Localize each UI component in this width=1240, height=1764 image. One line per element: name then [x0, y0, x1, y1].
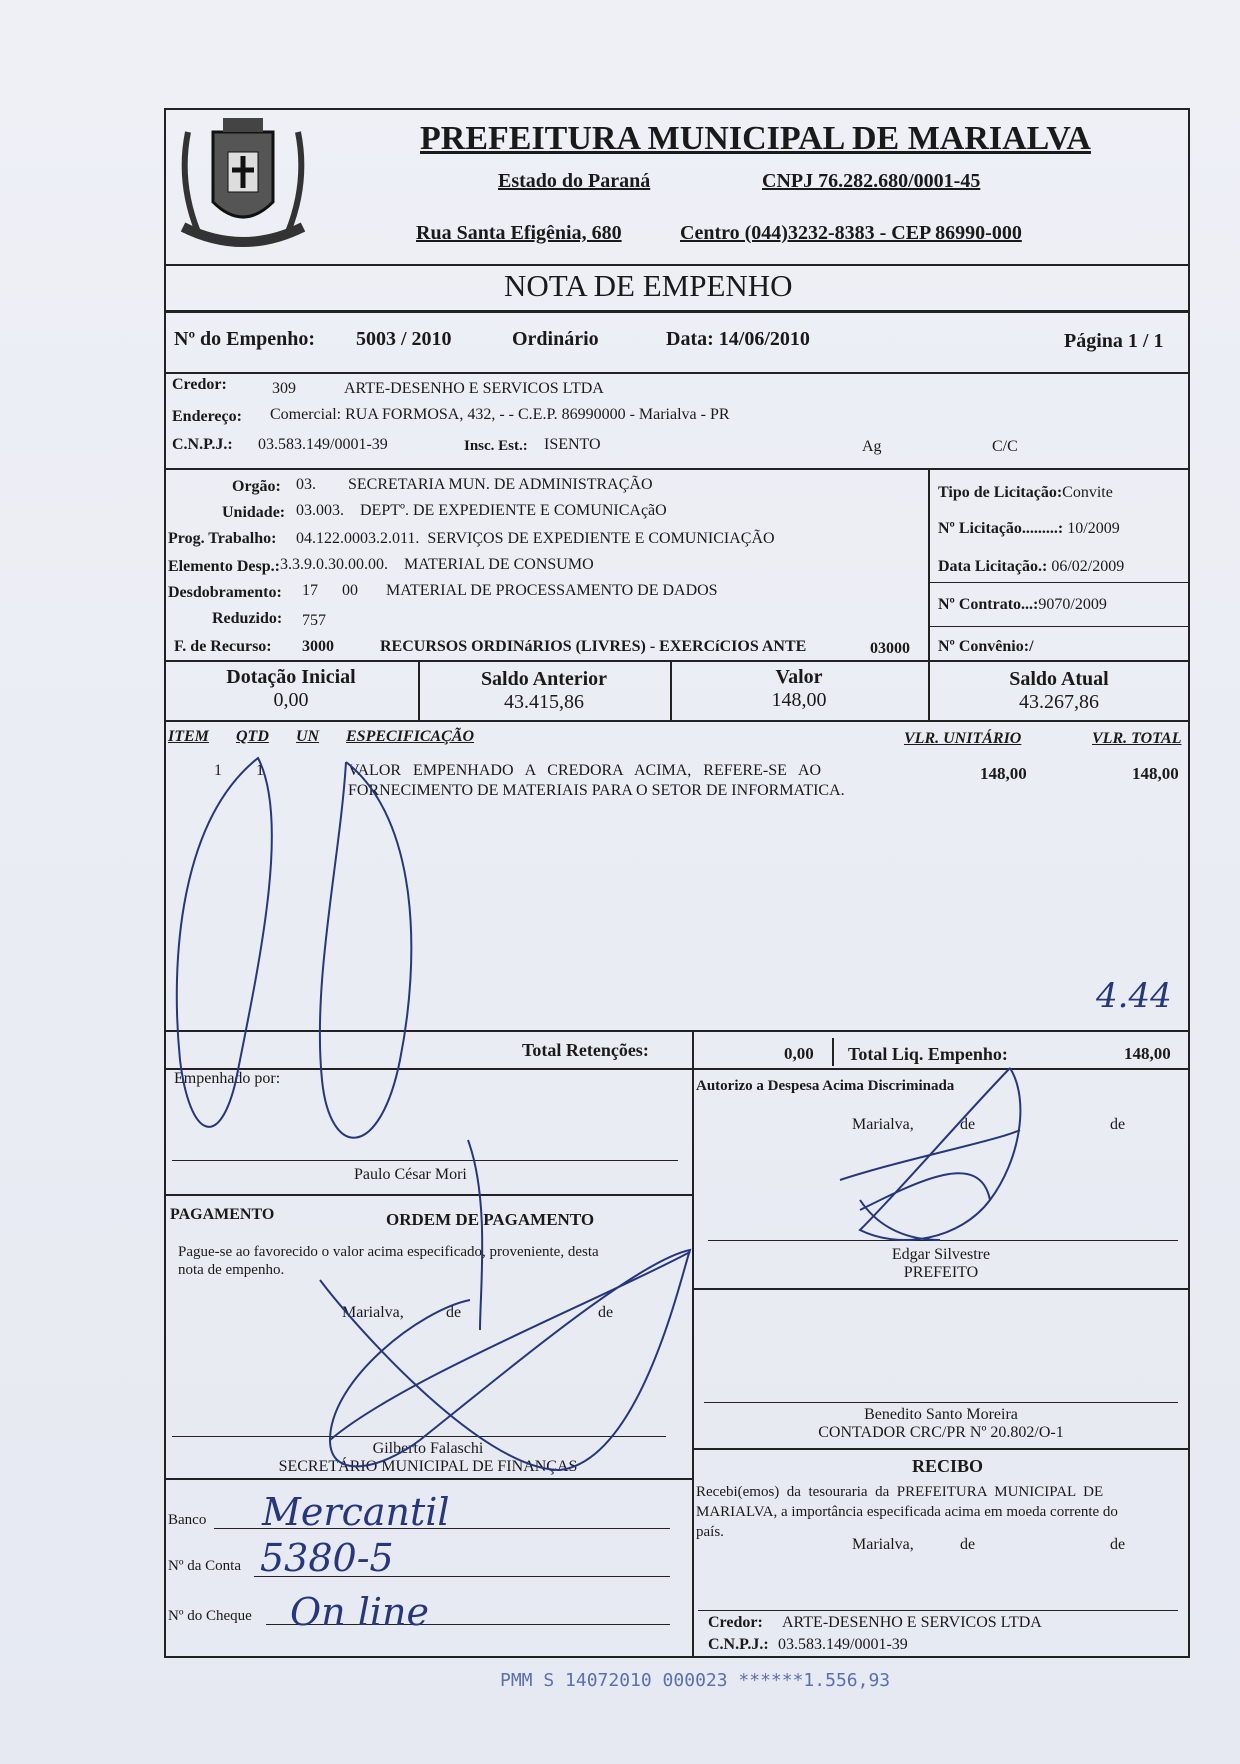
autorizo-signatory: Edgar Silvestre PREFEITO	[891, 1246, 991, 1281]
reduzido-label: Reduzido:	[212, 610, 283, 627]
col-vlr-unitario: VLR. UNITÁRIO	[904, 730, 1022, 747]
item-number: 1	[214, 762, 222, 779]
data-licitacao: 06/02/2009	[1051, 558, 1125, 575]
divider	[928, 468, 930, 660]
page-number: Página 1 / 1	[1064, 330, 1164, 352]
empenhado-name: Paulo César Mori	[354, 1166, 467, 1183]
recurso-description: RECURSOS ORDINáRIOS (LIVRES) - EXERCíCIOS ANTE	[380, 638, 807, 655]
divider	[692, 1288, 1190, 1290]
divider	[164, 1068, 1190, 1070]
retencoes-value: 0,00	[784, 1044, 814, 1063]
item-qtd: 1	[256, 762, 264, 779]
state-name: Estado do Paraná	[498, 170, 651, 192]
unidade-label: Unidade:	[222, 504, 286, 521]
item-unit-value: 148,00	[980, 764, 1027, 783]
handwritten-note: 4.44	[1096, 976, 1172, 1016]
tipo-licitacao-label: Tipo de Licitação:Convite	[938, 484, 1113, 501]
saldo-valor: Valor 148,00	[771, 666, 827, 711]
divider	[692, 1448, 1190, 1450]
col-item: ITEM	[168, 728, 209, 745]
recibo-cnpj-label: C.N.P.J.:	[708, 1636, 769, 1653]
autorizo-de1: de	[960, 1116, 976, 1133]
orgao: 03. SECRETARIA MUN. DE ADMINISTRAÇÃO	[296, 476, 653, 493]
pagamento-signatory: Gilberto Falaschi SECRETÁRIO MUNICIPAL DE FINANÇAS	[278, 1440, 578, 1475]
credor-code: 309	[272, 380, 296, 397]
num-licitacao-label: Nº Licitação.........: 10/2009	[938, 520, 1120, 537]
conta-label: Nº da Conta	[168, 1558, 241, 1574]
contador-signatory: Benedito Santo Moreira CONTADOR CRC/PR Nº 20.802/O-1	[818, 1406, 1064, 1441]
recibo-text-2: MARIALVA, a importância especificada acima em moeda corrente do	[696, 1504, 1118, 1520]
conta-value: 5380-5	[260, 1536, 394, 1580]
empenho-date: Data: 14/06/2010	[666, 328, 810, 350]
credor-label: Credor:	[172, 376, 227, 393]
convenio-label: Nº Convênio:/	[938, 638, 1034, 655]
recurso-code: 3000	[302, 638, 334, 655]
credor-cnpj: 03.583.149/0001-39	[258, 436, 388, 453]
endereco-label: Endereço:	[172, 408, 242, 425]
recibo-city: Marialva,	[852, 1536, 914, 1553]
empenho-type: Ordinário	[512, 328, 599, 350]
col-un: UN	[296, 728, 320, 745]
contrato-label: Nº Contrato...:9070/2009	[938, 596, 1107, 613]
agency-label: Ag	[862, 438, 882, 455]
table-row	[164, 760, 1190, 820]
divider	[164, 310, 1190, 313]
recibo-de1: de	[960, 1536, 976, 1553]
recibo-text-1: Recebi(emos) da tesouraria da PREFEITURA MUNICIPAL DE	[696, 1484, 1104, 1500]
document-title: NOTA DE EMPENHO	[504, 268, 793, 303]
page-title: PREFEITURA MUNICIPAL DE MARIALVA	[420, 120, 1091, 157]
desdobramento-label: Desdobramento:	[168, 584, 282, 601]
unidade: 03.003. DEPTº. DE EXPEDIENTE E COMUNICAçãO	[296, 502, 667, 519]
credor-name: ARTE-DESENHO E SERVICOS LTDA	[344, 380, 604, 397]
pagamento-label: PAGAMENTO	[170, 1206, 275, 1223]
recibo-de2: de	[1110, 1536, 1126, 1553]
divider	[928, 626, 1190, 627]
prog-trabalho-label: Prog. Trabalho:	[168, 530, 277, 547]
divider	[164, 1030, 1190, 1032]
liq-empenho-value: 148,00	[1124, 1044, 1171, 1063]
saldo-dotacao-inicial: Dotação Inicial 0,00	[226, 666, 356, 711]
divider	[164, 1478, 692, 1480]
empenho-number-label: Nº do Empenho:	[174, 328, 316, 350]
recibo-text-3: país.	[696, 1524, 724, 1540]
empenhado-label: Empenhado por:	[174, 1070, 281, 1087]
orgao-label: Orgão:	[232, 478, 281, 495]
item-total-value: 148,00	[1132, 764, 1179, 783]
signature-line	[704, 1402, 1178, 1403]
recurso-number: 03000	[870, 640, 910, 657]
municipal-cnpj: CNPJ 76.282.680/0001-45	[762, 170, 981, 192]
divider	[164, 468, 1190, 470]
address-contact: Centro (044)3232-8383 - CEP 86990-000	[680, 222, 1022, 244]
elemento: 3.3.9.0.30.00.00. MATERIAL DE CONSUMO	[280, 556, 594, 573]
ordem-pagamento-label: ORDEM DE PAGAMENTO	[386, 1210, 595, 1229]
pagamento-de1: de	[446, 1304, 462, 1321]
cnpj-label: C.N.P.J.:	[172, 436, 233, 453]
item-spec-line2: FORNECIMENTO DE MATERIAIS PARA O SETOR DE INFORMATICA.	[348, 782, 845, 799]
cheque-label: Nº do Cheque	[168, 1608, 252, 1624]
empenho-number: 5003 / 2010	[356, 328, 452, 350]
divider	[164, 264, 1190, 266]
contrato: 9070/2009	[1038, 596, 1107, 613]
recurso-label: F. de Recurso:	[174, 638, 272, 655]
data-licitacao-label: Data Licitação.: 06/02/2009	[938, 558, 1125, 575]
signature-line	[698, 1610, 1178, 1611]
recibo-credor: ARTE-DESENHO E SERVICOS LTDA	[782, 1614, 1042, 1631]
divider	[164, 1194, 692, 1196]
pagamento-de2: de	[598, 1304, 614, 1321]
item-spec-line1: VALOR EMPENHADO A CREDORA ACIMA, REFERE-SE AO	[348, 762, 822, 779]
reduzido: 757	[302, 612, 326, 629]
retencoes-label: Total Retenções:	[522, 1040, 649, 1060]
recibo-label: RECIBO	[912, 1456, 984, 1476]
credor-address: Comercial: RUA FORMOSA, 432, - - C.E.P. 86990000 - Marialva - PR	[270, 406, 730, 423]
desdobramento: 17 00 MATERIAL DE PROCESSAMENTO DE DADOS	[302, 582, 718, 599]
divider	[928, 582, 1190, 583]
divider	[692, 1030, 694, 1658]
saldo-atual: Saldo Atual 43.267,86	[1009, 668, 1109, 713]
pagamento-text-2: nota de empenho.	[178, 1262, 285, 1278]
divider	[164, 720, 1190, 722]
signature-line	[172, 1436, 666, 1437]
col-qtd: QTD	[236, 728, 269, 745]
divider	[164, 372, 1190, 374]
col-vlr-total: VLR. TOTAL	[1092, 730, 1182, 747]
saldo-anterior: Saldo Anterior 43.415,86	[480, 668, 608, 713]
num-licitacao: 10/2009	[1067, 520, 1120, 537]
insc-est: ISENTO	[544, 436, 601, 453]
divider	[164, 660, 1190, 662]
autorizo-city: Marialva,	[852, 1116, 914, 1133]
address-street: Rua Santa Efigênia, 680	[416, 222, 622, 244]
prog-trabalho: 04.122.0003.2.011. SERVIÇOS DE EXPEDIENTE E COMUNICIAÇÃO	[296, 530, 775, 547]
recibo-credor-label: Credor:	[708, 1614, 763, 1631]
insc-est-label: Insc. Est.:	[464, 438, 528, 454]
pagamento-city: Marialva,	[342, 1304, 404, 1321]
cheque-value: On line	[290, 1590, 429, 1634]
banco-value: Mercantil	[262, 1490, 450, 1534]
autorizo-de2: de	[1110, 1116, 1126, 1133]
recibo-cnpj: 03.583.149/0001-39	[778, 1636, 908, 1653]
liq-empenho-label: Total Liq. Empenho:	[848, 1044, 1008, 1064]
pagamento-text-1: Pague-se ao favorecido o valor acima especificado, proveniente, desta	[178, 1244, 599, 1260]
signature-line	[172, 1160, 678, 1161]
autorizo-label: Autorizo a Despesa Acima Discriminada	[696, 1078, 955, 1094]
col-especificacao: ESPECIFICAÇÃO	[346, 728, 475, 745]
tipo-licitacao: Convite	[1062, 484, 1113, 501]
banco-label: Banco	[168, 1512, 207, 1528]
payment-stamp: PMM S 14072010 000023 ******1.556,93	[500, 1670, 891, 1691]
account-label: C/C	[992, 438, 1018, 455]
elemento-label: Elemento Desp.:	[168, 558, 280, 575]
divider	[832, 1038, 834, 1066]
signature-line	[708, 1240, 1178, 1241]
